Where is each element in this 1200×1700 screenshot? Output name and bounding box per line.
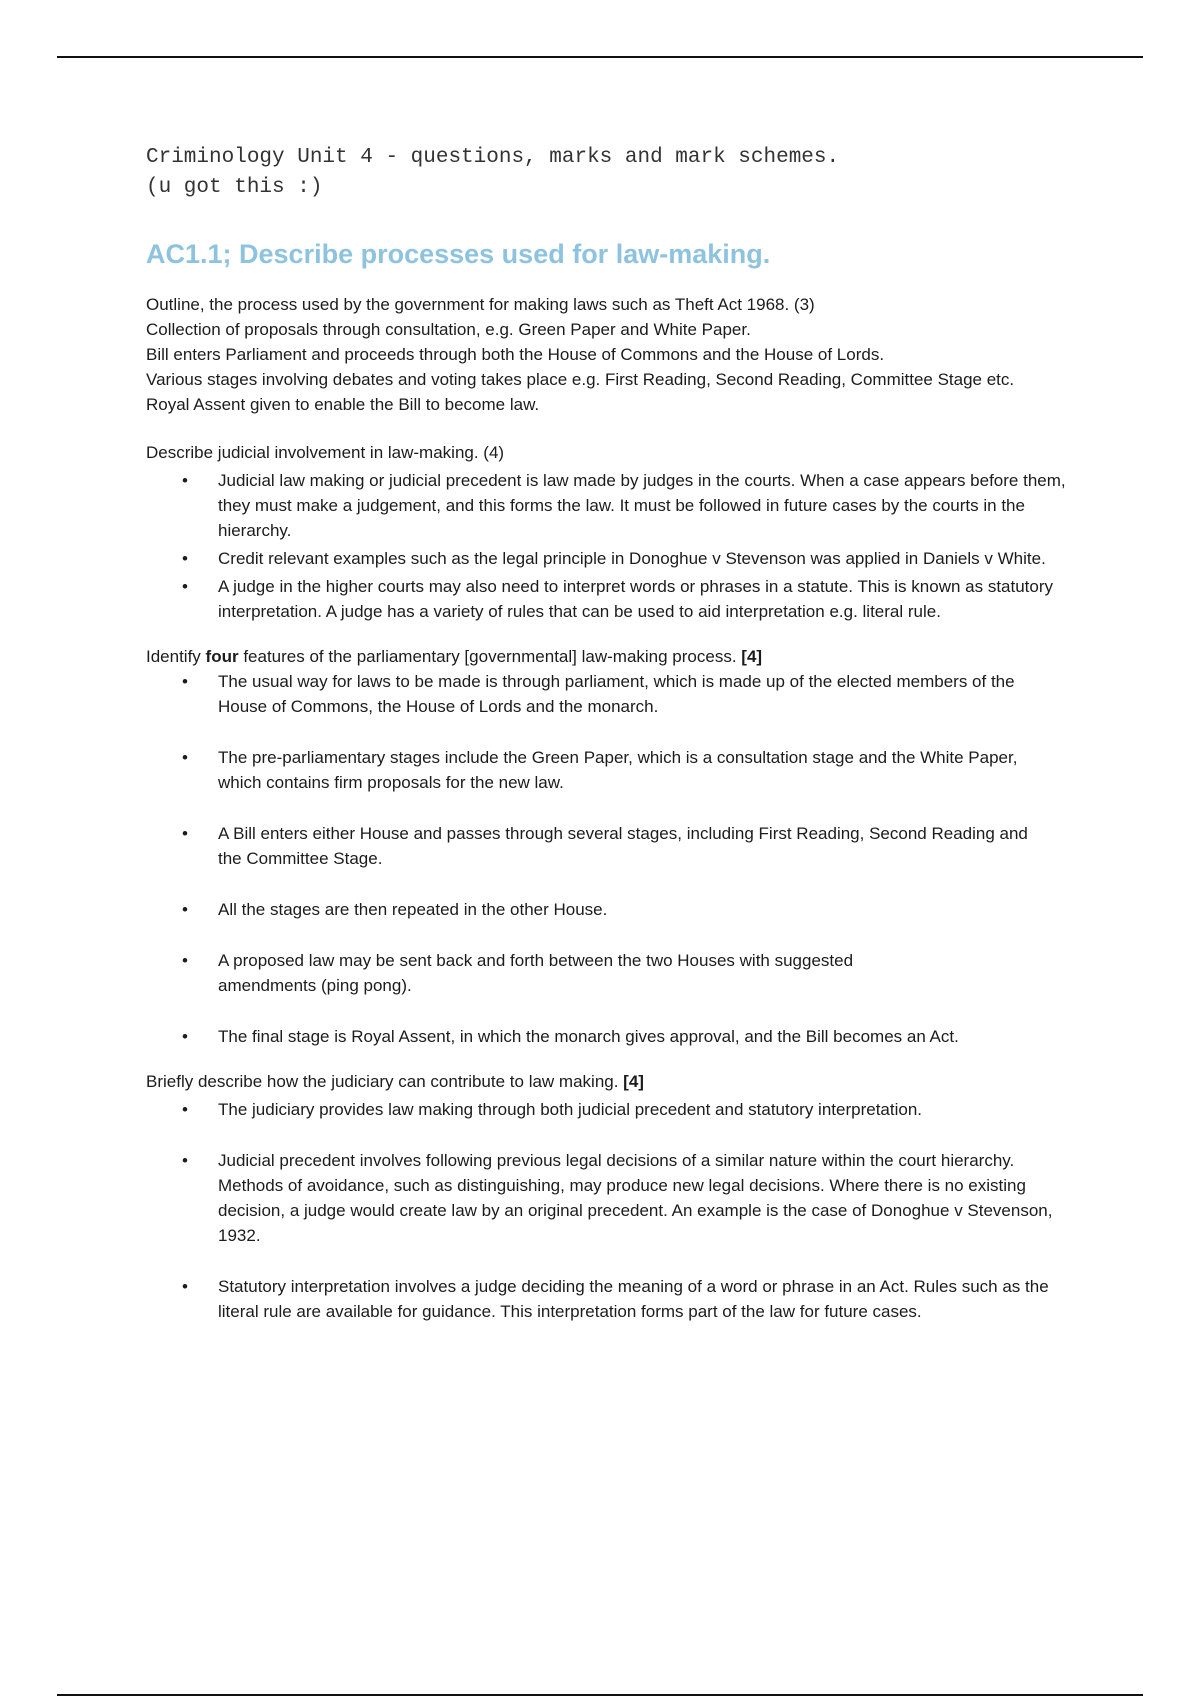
answer-2-list xyxy=(146,468,1066,624)
list-item-text: The final stage is Royal Assent, in which the monarch gives approval, and the Bill becomes an Act. xyxy=(218,1027,959,1046)
question-3-text xyxy=(146,644,1066,669)
bullet-icon: • xyxy=(182,549,188,568)
answer-3-list xyxy=(146,669,1031,1049)
question-3-bold: four xyxy=(205,647,239,666)
answer-1-line: Various stages involving debates and voting takes place e.g. First Reading, Second Reading, Committee Stage etc. xyxy=(146,370,1015,389)
list-item xyxy=(146,546,1066,571)
answer-1-line: Royal Assent given to enable the Bill to become law. xyxy=(146,395,540,414)
list-item-text: The judiciary provides law making through both judicial precedent and statutory interpretation. xyxy=(218,1100,923,1119)
bullet-icon: • xyxy=(182,1100,188,1119)
answer-1-line: Bill enters Parliament and proceeds through both the House of Commons and the House of Lords. xyxy=(146,345,885,364)
list-item-text: Judicial law making or judicial precedent is law made by judges in the courts. When a case appears before them, they must make a judgement, and this forms the law. It must be followed in future cases by the courts in the hierarchy. xyxy=(218,471,1066,540)
document-title-line-1: Criminology Unit 4 - questions, marks and mark schemes. xyxy=(146,146,840,169)
bullet-icon: • xyxy=(182,1277,188,1296)
question-2-text: Describe judicial involvement in law-making. (4) xyxy=(146,443,505,462)
list-item-text: A judge in the higher courts may also need to interpret words or phrases in a statute. This is known as statutory interpretation. A judge has a variety of rules that can be used to aid interpretation e.g. literal rule. xyxy=(218,577,1054,621)
answer-1-line: Collection of proposals through consultation, e.g. Green Paper and White Paper. xyxy=(146,320,751,339)
question-1-block xyxy=(146,292,1066,417)
list-item-text: Judicial precedent involves following previous legal decisions of a similar nature within the court hierarchy. Methods of avoidance, such as distinguishing, may produce new legal decisions. Where there is no existing decision, a judge would create law by an original precedent. An example is the case of Donoghue v Stevenson, 1932. xyxy=(218,1151,1053,1245)
top-rule xyxy=(57,56,1143,58)
question-3-post: features of the parliamentary [governmental] law-making process. xyxy=(238,647,742,666)
list-item xyxy=(146,897,1031,922)
question-3-pre: Identify xyxy=(146,647,206,666)
bullet-icon: • xyxy=(182,951,188,970)
bullet-icon: • xyxy=(182,672,188,691)
list-item xyxy=(146,1148,1066,1248)
list-item xyxy=(146,574,1066,624)
list-item xyxy=(146,745,1031,795)
bullet-icon: • xyxy=(182,900,188,919)
section-heading: AC1.1; Describe processes used for law-making. xyxy=(146,239,771,269)
list-item-text: The usual way for laws to be made is through parliament, which is made up of the elected members of the House of Commons, the House of Lords and the monarch. xyxy=(218,672,1015,716)
list-item xyxy=(146,821,1031,871)
answer-4-list xyxy=(146,1097,1066,1324)
question-2-block xyxy=(146,440,1066,624)
list-item xyxy=(146,669,1031,719)
question-4-text xyxy=(146,1069,1066,1094)
list-item xyxy=(146,1274,1066,1324)
document-body xyxy=(146,143,1066,1324)
list-item-text: Credit relevant examples such as the legal principle in Donoghue v Stevenson was applied in Daniels v White. xyxy=(218,549,1046,568)
list-item xyxy=(146,468,1066,543)
bullet-icon: • xyxy=(182,471,188,490)
bullet-icon: • xyxy=(182,1151,188,1170)
list-item-text: A proposed law may be sent back and forth between the two Houses with suggested amendments (ping pong). xyxy=(218,951,854,995)
bottom-rule xyxy=(57,1694,1143,1696)
question-4-marks: [4] xyxy=(623,1072,644,1091)
list-item-text: Statutory interpretation involves a judge deciding the meaning of a word or phrase in an Act. Rules such as the literal rule are available for guidance. This interpretation forms part of the law for future cases. xyxy=(218,1277,1049,1321)
bullet-icon: • xyxy=(182,824,188,843)
question-3-block xyxy=(146,644,1066,1049)
list-item xyxy=(146,1024,978,1049)
bullet-icon: • xyxy=(182,577,188,596)
list-item-text: A Bill enters either House and passes through several stages, including First Reading, Second Reading and the Committee Stage. xyxy=(218,824,1028,868)
bullet-icon: • xyxy=(182,748,188,767)
list-item-text: The pre-parliamentary stages include the Green Paper, which is a consultation stage and the White Paper, which contains firm proposals for the new law. xyxy=(218,748,1018,792)
bullet-icon: • xyxy=(182,1027,188,1046)
document-title-line-2: (u got this :) xyxy=(146,176,323,199)
list-item-text: All the stages are then repeated in the other House. xyxy=(218,900,608,919)
question-4-block xyxy=(146,1069,1066,1324)
question-4-main: Briefly describe how the judiciary can contribute to law making. xyxy=(146,1072,624,1091)
question-1-text: Outline, the process used by the government for making laws such as Theft Act 1968. (3) xyxy=(146,295,815,314)
list-item xyxy=(146,948,918,998)
question-3-marks: [4] xyxy=(741,647,763,666)
list-item xyxy=(146,1097,1066,1122)
